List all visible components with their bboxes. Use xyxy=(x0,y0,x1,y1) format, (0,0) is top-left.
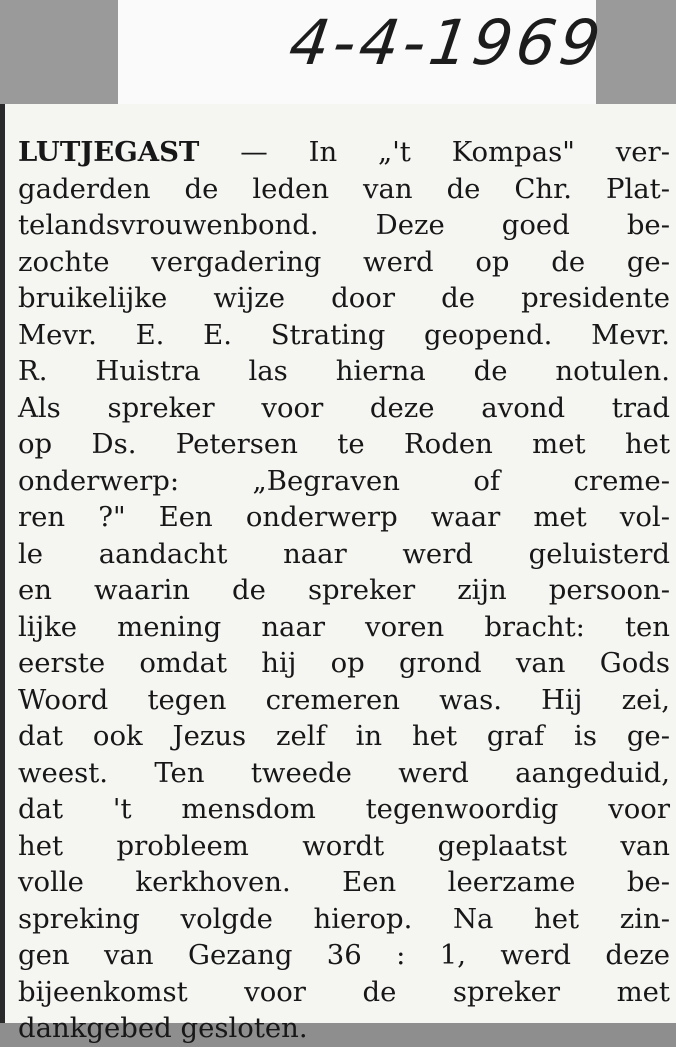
article-line-23: gen van Gezang 36 : 1, werd deze xyxy=(18,939,670,971)
article-line-13: en waarin de spreker zijn persoon- xyxy=(18,574,670,606)
article-line-6: Mevr. E. E. Strating geopend. Mevr. xyxy=(18,318,670,351)
newspaper-clipping xyxy=(0,104,676,1044)
article-line-7: R. Huistra las hierna de notulen. xyxy=(18,355,670,387)
article-line-9: op Ds. Petersen te Roden met het xyxy=(18,428,670,460)
article-line-21: volle kerkhoven. Een leerzame be- xyxy=(18,866,670,898)
article-line-10: onderwerp: „Begraven of cremе- xyxy=(18,464,670,497)
article-line-8: Als spreker voor deze avond trad xyxy=(18,391,670,424)
article-line-25: dankgebed gesloten. xyxy=(18,1012,308,1044)
article-line-15: eerste omdat hij op grond van Gods xyxy=(18,647,670,679)
article-dateline: LUTJEGAST xyxy=(18,136,200,168)
article-line-12: le aandacht naar werd geluisterd xyxy=(18,537,670,570)
handwritten-date: 4-4-1969 xyxy=(284,6,609,79)
article-line-4: zochte vergadering werd op de ge- xyxy=(18,245,670,278)
article-line-20: het probleem wordt geplaatst van xyxy=(18,829,670,862)
article-line-5: bruikelijke wijze door de presidente xyxy=(18,282,670,314)
article-line-24: bijeenkomst voor de spreker met xyxy=(18,975,670,1008)
article-line-19: dat 't mensdom tegenwoordig voor xyxy=(18,793,670,825)
article-line-1-text: — In „'t Kompas" ver- xyxy=(199,136,670,168)
article-line-11: ren ?" Een onderwerp waar met vol- xyxy=(18,501,670,533)
article-line-18: weest. Ten tweede werd aangeduid, xyxy=(18,756,670,789)
article-body xyxy=(18,134,670,1047)
article-line-1 xyxy=(18,134,670,171)
article-line-16: Woord tegen cremeren was. Hij zei, xyxy=(18,683,670,716)
article-line-17: dat ook Jezus zelf in het graf is ge- xyxy=(18,720,670,752)
article-line-14: lijke mening naar voren bracht: ten xyxy=(18,610,670,643)
article-line-22: spreking volgde hierop. Na het zin- xyxy=(18,902,670,935)
date-note-paper xyxy=(118,0,609,104)
article-line-2: gaderden de leden van de Chr. Plat- xyxy=(18,172,670,205)
article-line-3: telandsvrouwenbond. Deze goed be- xyxy=(18,209,670,241)
